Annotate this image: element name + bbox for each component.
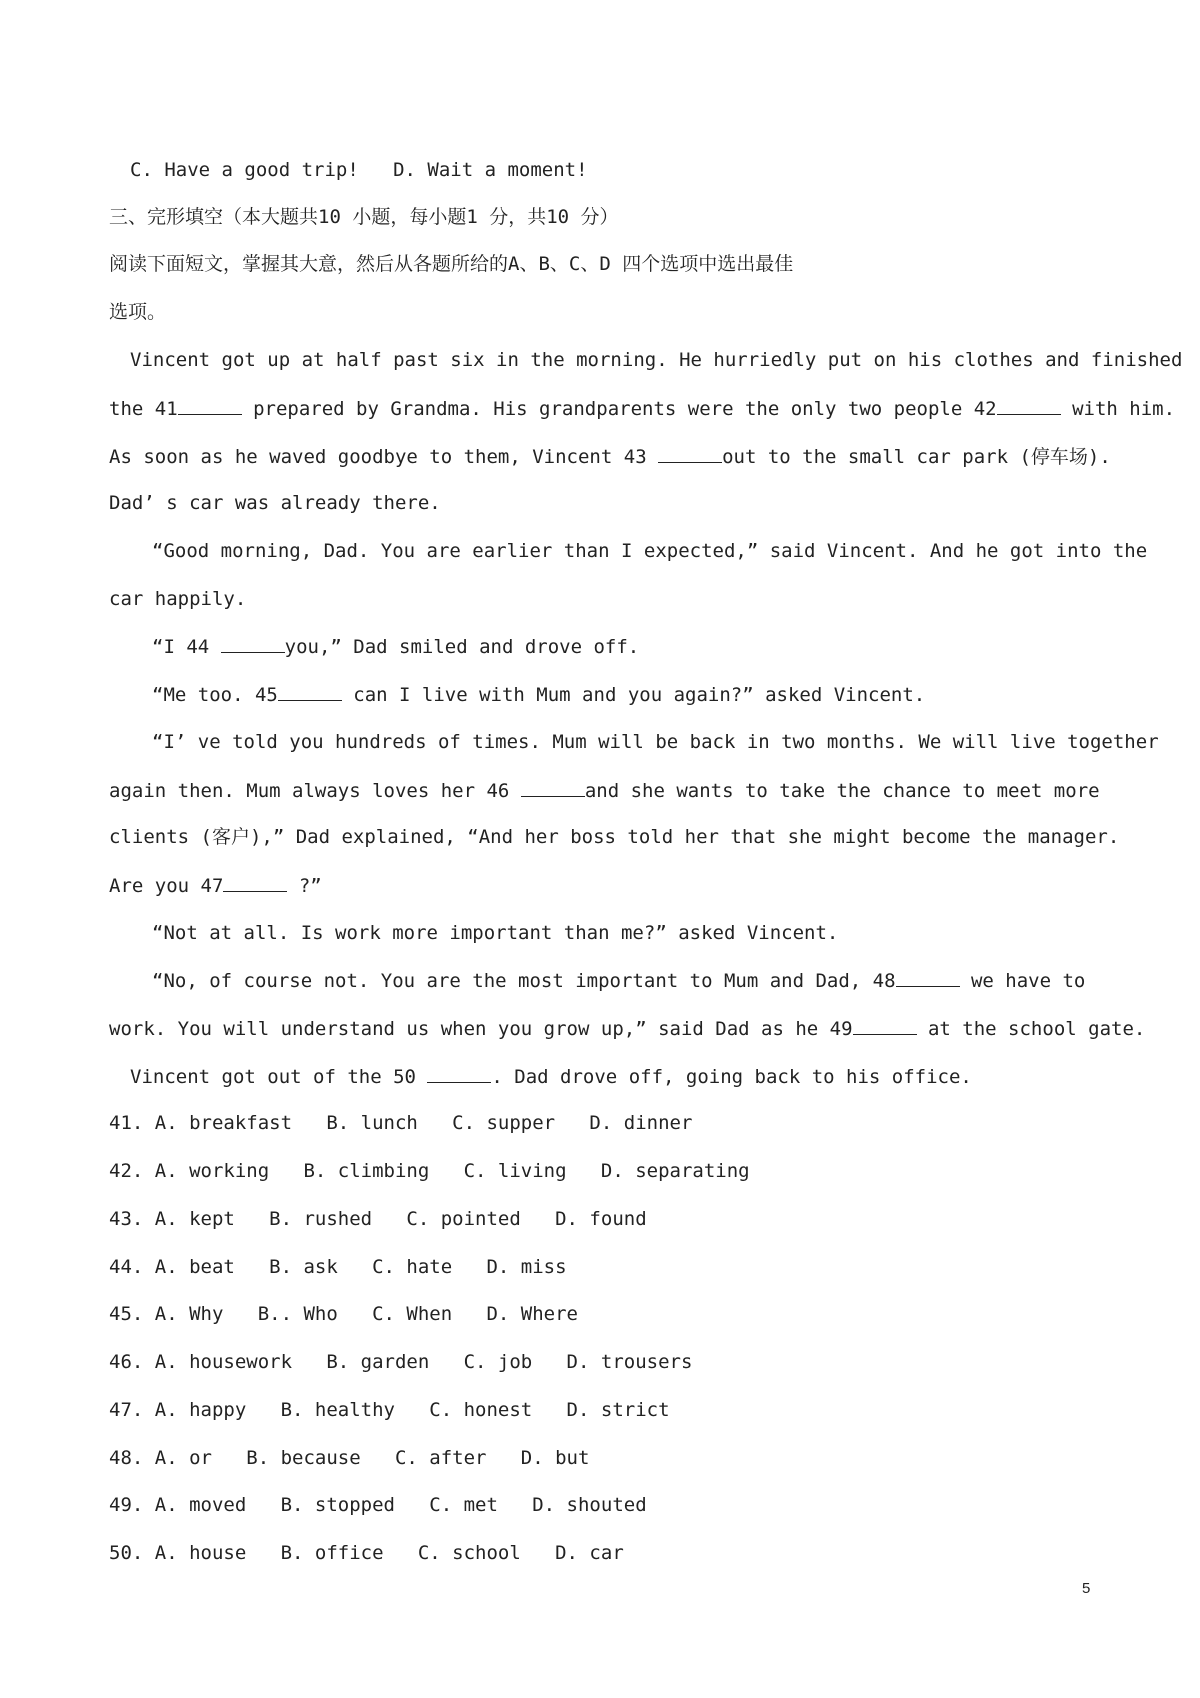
blank-48 <box>896 968 960 987</box>
page-number: 5 <box>1082 1580 1091 1597</box>
blank-44 <box>221 634 285 653</box>
blank-49 <box>853 1016 917 1035</box>
blank-43 <box>658 444 722 463</box>
question-41: 41. A. breakfast B. lunch C. supper D. dinner <box>109 1112 693 1134</box>
passage-line: “Good morning, Dad. You are earlier than I expected,” said Vincent. And he got into the <box>152 540 1148 562</box>
passage-line: “I 44 you,” Dad smiled and drove off. <box>152 636 640 658</box>
blank-41 <box>178 396 242 415</box>
instructions-line-1: 阅读下面短文，掌握其大意，然后从各题所给的A、B、C、D 四个选项中选出最佳 <box>109 253 794 275</box>
instructions-line-2: 选项。 <box>109 301 167 323</box>
passage-line: As soon as he waved goodbye to them, Vincent 43 out to the small car park (停车场). <box>109 446 1111 468</box>
blank-47 <box>223 873 287 892</box>
question-50: 50. A. house B. office C. school D. car <box>109 1542 624 1564</box>
passage-line: clients (客户),” Dad explained, “And her boss told her that she might become the manager. <box>109 826 1120 848</box>
question-48: 48. A. or B. because C. after D. but <box>109 1447 590 1469</box>
passage-line: the 41 prepared by Grandma. His grandparents were the only two people 42 with him. <box>109 398 1176 420</box>
question-44: 44. A. beat B. ask C. hate D. miss <box>109 1256 567 1278</box>
previous-question-options: C. Have a good trip! D. Wait a moment! <box>130 159 588 181</box>
passage-line: work. You will understand us when you grow up,” said Dad as he 49 at the school gate. <box>109 1018 1146 1040</box>
passage-line: Vincent got out of the 50 . Dad drove off, going back to his office. <box>130 1066 972 1088</box>
passage-line: “I’ ve told you hundreds of times. Mum will be back in two months. We will live together <box>152 731 1159 753</box>
blank-46 <box>521 778 585 797</box>
passage-line: car happily. <box>109 588 247 610</box>
section-header: 三、完形填空（本大题共10 小题，每小题1 分，共10 分） <box>109 206 619 228</box>
blank-45 <box>278 682 342 701</box>
question-45: 45. A. Why B.. Who C. When D. Where <box>109 1303 578 1325</box>
passage-line: Vincent got up at half past six in the morning. He hurriedly put on his clothes and finished <box>130 349 1183 371</box>
question-47: 47. A. happy B. healthy C. honest D. strict <box>109 1399 670 1421</box>
question-49: 49. A. moved B. stopped C. met D. shouted <box>109 1494 647 1516</box>
question-46: 46. A. housework B. garden C. job D. trousers <box>109 1351 693 1373</box>
blank-50 <box>427 1064 491 1083</box>
passage-line: Dad’ s car was already there. <box>109 492 441 514</box>
passage-line: again then. Mum always loves her 46 and she wants to take the chance to meet more <box>109 780 1100 802</box>
passage-line: “Me too. 45 can I live with Mum and you again?” asked Vincent. <box>152 684 926 706</box>
question-43: 43. A. kept B. rushed C. pointed D. found <box>109 1208 647 1230</box>
question-42: 42. A. working B. climbing C. living D. separating <box>109 1160 750 1182</box>
blank-42 <box>997 396 1061 415</box>
passage-line: Are you 47 ?” <box>109 875 322 897</box>
passage-line: “No, of course not. You are the most important to Mum and Dad, 48 we have to <box>152 970 1086 992</box>
passage-line: “Not at all. Is work more important than me?” asked Vincent. <box>152 922 839 944</box>
